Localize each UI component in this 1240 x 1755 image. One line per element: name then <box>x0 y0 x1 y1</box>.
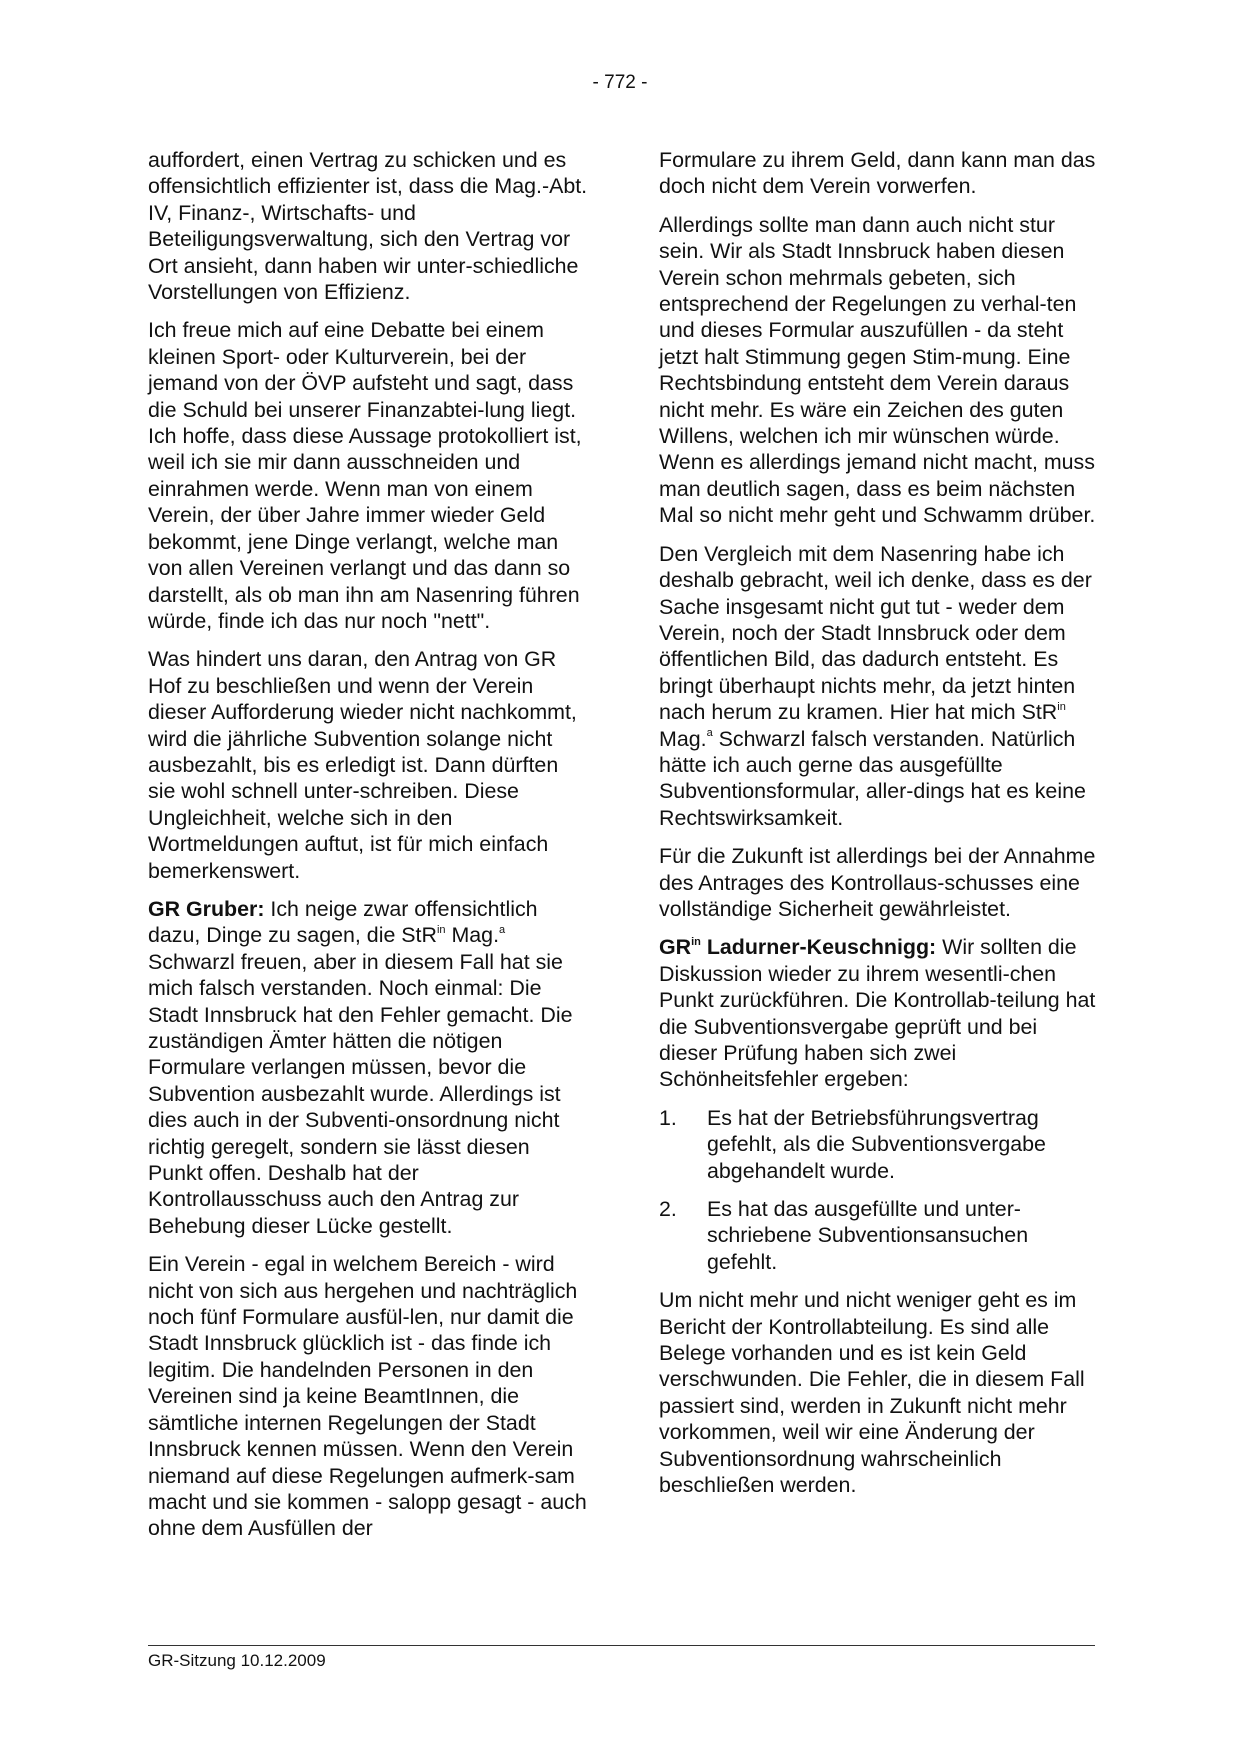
paragraph-text: Schwarzl falsch verstanden. Natürlich hätte ich auch gerne das ausgefüllte Subventionsformular, aller-dings hat es keine Rechtswirksamkeit. <box>659 726 1086 830</box>
superscript: a <box>706 727 713 740</box>
speaker-name <box>659 935 936 959</box>
paragraph: auffordert, einen Vertrag zu schicken und es offensichtlich effizienter ist, dass die Mag.-Abt. IV, Finanz-, Wirtschafts- und Beteiligungsverwaltung, sich den Vertrag vor Ort ansieht, dann haben wir unter-schiedliche Vorstellungen von Effizienz. <box>148 148 588 305</box>
paragraph <box>659 541 1099 831</box>
paragraph: Was hindert uns daran, den Antrag von GR Hof zu beschließen und wenn der Verein dieser Aufforderung wieder nicht nachkommt, wird die jährliche Subvention solange nicht ausbezahlt, bis es erledigt ist. Dann dürften sie wohl schnell unter-schreiben. Diese Ungleichheit, welche sich in den Wortmeldungen auftut, ist für mich einfach bemerkenswert. <box>148 647 577 883</box>
list-text: Es hat das ausgefüllte und unter-schriebene Subventionsansuchen gefehlt. <box>707 1197 1029 1274</box>
speech-text: Mag. <box>445 923 500 948</box>
superscript: in <box>436 924 446 937</box>
list-item <box>659 1105 1099 1184</box>
superscript: in <box>1057 701 1066 713</box>
speech-paragraph <box>659 934 1099 1092</box>
list-text: Es hat der Betriebsführungsvertrag gefehlt, als die Subventionsvergabe abgehandelt wurde. <box>707 1105 1046 1183</box>
speaker-surname: Ladurner-Keuschnigg: <box>700 935 937 960</box>
speech-text: Ich neige zwar offensichtlich dazu, Dinge zu sagen, die StR <box>148 896 538 948</box>
page-number: - 772 - <box>592 72 648 93</box>
paragraph-text: Den Vergleich mit dem Nasenring habe ich deshalb gebracht, weil ich denke, dass es der Sache insgesamt nicht gut tut - weder dem Verein, noch der Stadt Innsbruck oder dem öffentlichen Bild, das dadurch entsteht. Es bringt überhaupt nichts mehr, da jetzt hinten nach herum zu kramen. Hier hat mich StR <box>659 541 1092 725</box>
paragraph: Ich freue mich auf eine Debatte bei einem kleinen Sport- oder Kulturverein, bei der jemand von der ÖVP aufsteht und sagt, dass die Schuld bei unserer Finanzabtei-lung liegt. Ich hoffe, dass diese Aussage protokolliert ist, weil ich sie mir dann ausschneiden und einrahmen werde. Wenn man von einem Verein, der über Jahre immer wieder Geld bekommt, jene Dinge verlangt, welche man von allen Vereinen verlangt und das dann so darstellt, als ob man ihn am Nasenring führen würde, finde ich das nur noch "nett". <box>148 318 582 633</box>
list-number: 1. <box>659 1105 677 1130</box>
superscript: in <box>691 936 701 949</box>
list-item <box>659 1196 1099 1275</box>
paragraph: Formulare zu ihrem Geld, dann kann man das doch nicht dem Verein vorwerfen. <box>659 148 1096 199</box>
speaker-title: GR <box>659 935 692 960</box>
list-number: 2. <box>659 1197 677 1222</box>
footer-session-date: GR-Sitzung 10.12.2009 <box>148 1651 326 1670</box>
left-column <box>148 147 588 1542</box>
paragraph: Ein Verein - egal in welchem Bereich - wird nicht von sich aus hergehen und nachträglich noch fünf Formulare ausfül-len, nur damit die Stadt Innsbruck glücklich ist - das finde ich legitim. Die handelnden Personen in den Vereinen sind ja keine BeamtInnen, die sämtliche internen Regelungen der Stadt Innsbruck kennen müssen. Wenn den Verein niemand auf diese Regelungen aufmerk-sam macht und sie kommen - salopp gesagt - auch ohne dem Ausfüllen der <box>148 1252 587 1541</box>
speech-text: Wir sollten die Diskussion wieder zu ihrem wesentli-chen Punkt zurückführen. Die Kontrollab-teilung hat die Subventionsvergabe geprüft und bei dieser Prüfung haben sich zwei Schönheitsfehler ergeben: <box>659 935 1096 1092</box>
speech-text: Schwarzl freuen, aber in diesem Fall hat sie mich falsch verstanden. Noch einmal: Die Stadt Innsbruck hat den Fehler gemacht. Die zuständigen Ämter hätten die nötigen Formulare verlangen müssen, bevor die Subvention ausbezahlt wurde. Allerdings ist dies auch in der Subventi-onsordnung nicht richtig geregelt, sondern sie lässt diesen Punkt offen. Deshalb hat der Kontrollausschuss auch den Antrag zur Behebung dieser Lücke gestellt. <box>148 949 573 1238</box>
speech-paragraph <box>148 896 588 1239</box>
speaker-name: GR Gruber: <box>148 896 265 921</box>
footer-divider <box>148 1645 1095 1646</box>
paragraph: Um nicht mehr und nicht weniger geht es im Bericht der Kontrollabteilung. Es sind alle Belege vorhanden und es ist kein Geld verschwunden. Die Fehler, die in diesem Fall passiert sind, werden in Zukunft nicht mehr vorkommen, weil wir eine Änderung der Subventionsordnung wahrscheinlich beschließen werden. <box>659 1288 1085 1498</box>
superscript: a <box>499 924 506 937</box>
right-column <box>659 147 1099 1499</box>
paragraph: Allerdings sollte man dann auch nicht stur sein. Wir als Stadt Innsbruck haben diesen Verein schon mehrmals gebeten, sich entsprechend der Regelungen zu verhal-ten und dieses Formular auszufüllen - da steht jetzt halt Stimmung gegen Stim-mung. Eine Rechtsbindung entsteht dem Verein daraus nicht mehr. Es wäre ein Zeichen des guten Willens, welchen ich mir wünschen würde. Wenn es allerdings jemand nicht macht, muss man deutlich sagen, dass es beim nächsten Mal so nicht mehr geht und Schwamm drüber. <box>659 212 1096 528</box>
numbered-list <box>659 1105 1099 1275</box>
paragraph-text: Mag. <box>659 726 707 751</box>
paragraph: Für die Zukunft ist allerdings bei der Annahme des Antrages des Kontrollaus-schusses eine vollständige Sicherheit gewährleistet. <box>659 844 1096 921</box>
